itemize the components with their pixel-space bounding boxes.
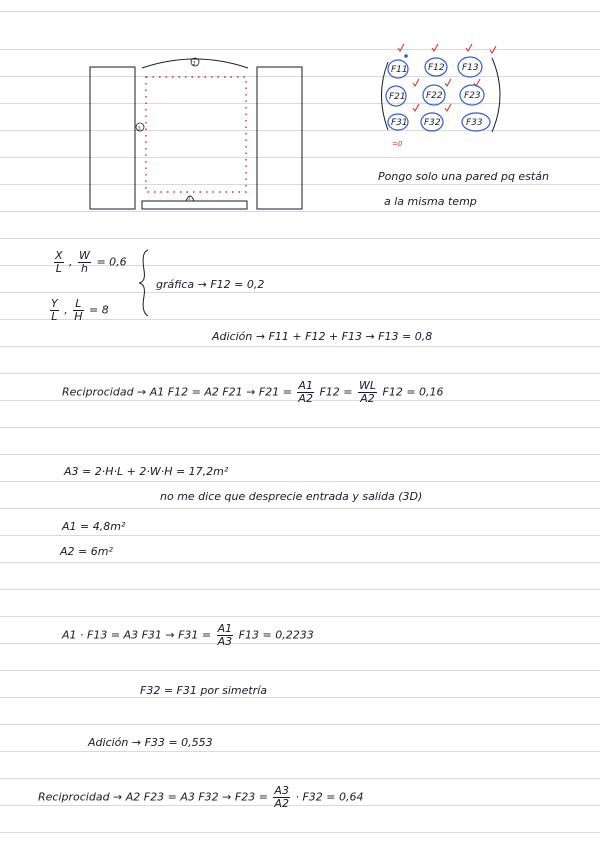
cell-f23: F23: [464, 91, 481, 101]
simetria-line: F32 = F31 por simetría: [140, 684, 267, 697]
cell-f12: F12: [428, 63, 445, 73]
recip-1-frac-den: A2: [298, 392, 313, 406]
a3-line: A3 = 2·H·L + 2·W·H = 17,2m²: [64, 465, 229, 478]
a1f13-end: F13 = 0,2233: [238, 628, 314, 642]
a1f13-den: A3: [217, 635, 233, 649]
label-2: 2: [192, 61, 196, 67]
cell-f22: F22: [426, 91, 443, 101]
recip-1-frac-num: A1: [298, 379, 313, 392]
frac-l2: L: [51, 310, 58, 324]
grafica-line: gráfica → F12 = 0,2: [156, 278, 265, 291]
recip-1-end: F12 = 0,16: [382, 385, 444, 399]
cell-f13: F13: [462, 63, 479, 73]
frac-y: Y: [51, 297, 58, 310]
cell-f33: F33: [466, 118, 483, 128]
frac-l: L: [55, 262, 62, 276]
reciprocidad-2: [38, 785, 363, 810]
frac-h: h: [81, 262, 88, 276]
note-line-2: a la misma temp: [384, 195, 477, 208]
ratio-2-value: = 8: [89, 303, 109, 317]
ratio-1-value: = 0,6: [96, 255, 127, 269]
a1-line: A1 = 4,8m²: [62, 520, 126, 533]
ratio-row-2: $\frac{Y}{L}$ , $\frac{L}{H}$ = 8: [51, 297, 109, 324]
recip-2-den: A2: [274, 797, 289, 811]
ratio-row-1: $\frac{X}{L}$ , $\frac{W}{h}$ = 0,6: [55, 249, 127, 276]
a2-line: A2 = 6m²: [60, 545, 113, 558]
a3-note: no me dice que desprecie entrada y salida (3D): [160, 490, 423, 503]
cell-f11: F11: [391, 65, 408, 75]
adicion-1: Adición → F11 + F12 + F13 → F13 = 0,8: [212, 330, 433, 343]
recip-2-end: · F32 = 0,64: [295, 790, 364, 804]
a1-f13-line: [62, 623, 314, 648]
label-1: 1: [187, 196, 191, 202]
recip-1-mid: F12 =: [319, 385, 353, 399]
adicion-2: Adición → F33 = 0,553: [88, 736, 213, 749]
recip-2-prefix: Reciprocidad → A2 F23 = A3 F32 → F23 =: [38, 790, 268, 804]
a1f13-num: A1: [217, 622, 233, 635]
zero-mark: =0: [392, 140, 403, 148]
recip-1-prefix: Reciprocidad → A1 F12 = A2 F21 → F21 =: [62, 385, 292, 399]
recip-1-frac2-num: WL: [359, 379, 377, 392]
recip-2-num: A3: [274, 784, 289, 797]
frac-l3: L: [73, 298, 83, 311]
frac-w: W: [79, 249, 90, 262]
frac-x: X: [55, 249, 63, 262]
cell-f21: F21: [389, 92, 406, 102]
label-3: 3: [137, 126, 141, 132]
cell-f32: F32: [424, 118, 441, 128]
cell-f31: F31: [391, 118, 408, 128]
recip-1-frac2-den: A2: [360, 392, 375, 406]
a1f13-prefix: A1 · F13 = A3 F31 → F31 =: [62, 628, 212, 642]
note-line-1: Pongo solo una pared pq están: [378, 170, 549, 183]
frac-h2: H: [74, 310, 83, 324]
reciprocidad-1: [62, 380, 444, 405]
